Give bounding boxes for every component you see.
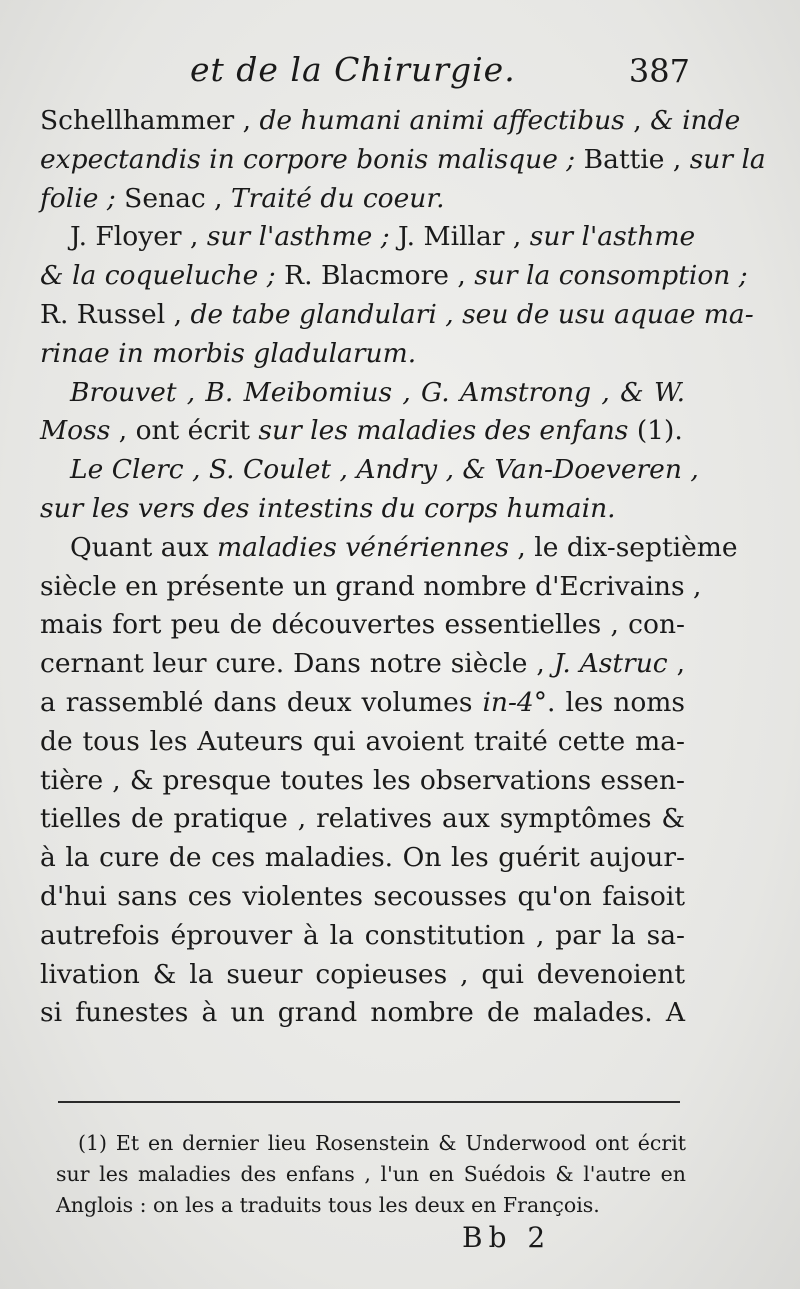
text-line — [40, 296, 754, 335]
text-line: tière , & presque toutes les observations essen- — [40, 764, 685, 796]
footnote-ref: (1). — [628, 415, 683, 447]
italic-title: sur l'asthme — [529, 221, 696, 253]
footnote — [56, 1128, 686, 1221]
italic-title: folie ; — [40, 182, 116, 214]
text-line: tielles de pratique , relatives aux symptômes & — [40, 803, 685, 835]
italic-title: sur les vers des intestins du corps humain. — [40, 492, 616, 524]
italic-title: de humani animi affectibus — [259, 105, 625, 136]
text-line: si funestes à un grand nombre de malades. A — [40, 997, 685, 1029]
text-span: J. Millar , — [389, 221, 530, 253]
running-title: et de la Chirurgie. — [190, 50, 516, 89]
italic-title: de tabe glandulari , seu de usu aquae ma- — [190, 298, 754, 330]
page-number: 387 — [628, 52, 690, 90]
text-line — [40, 529, 738, 568]
text-line — [40, 412, 685, 451]
text-span: R. Russel , — [40, 298, 191, 330]
text-span: J. Floyer , — [70, 221, 207, 253]
text-span: cernant leur cure. Dans notre siècle , — [40, 648, 554, 680]
italic-title: Moss — [40, 415, 111, 447]
text-line — [40, 180, 685, 219]
footnote-line: sur les maladies des enfans , l'un en Suédois & l'autre en — [56, 1162, 686, 1186]
text-line — [40, 257, 748, 296]
body-text — [40, 102, 766, 1033]
text-line — [40, 335, 685, 374]
italic-title: sur les maladies des enfans — [258, 415, 629, 447]
text-span: , ont écrit — [110, 415, 259, 447]
text-span: Senac , — [115, 182, 231, 214]
italic-title: Traité du coeur. — [231, 182, 445, 214]
italic-title: sur la consomption ; — [474, 260, 748, 292]
italic-title: expectandis in corpore bonis malisque ; — [40, 143, 576, 175]
text-span: , — [624, 105, 651, 136]
text-span: Schellhammer , — [40, 105, 260, 136]
text-line: à la cure de ces maladies. On les guérit aujour- — [40, 842, 685, 874]
text-span: Battie , — [575, 143, 690, 175]
italic-title: sur la — [689, 143, 766, 175]
text-line — [40, 684, 685, 723]
italic-title: sur l'asthme ; — [206, 221, 390, 253]
text-line: mais fort peu de découvertes essentielles , con- — [40, 609, 685, 641]
text-line — [40, 218, 696, 257]
text-line: de tous les Auteurs qui avoient traité cette ma- — [40, 725, 685, 757]
text-line — [40, 374, 685, 413]
text-line — [40, 102, 741, 141]
signature-mark: Bb 2 — [462, 1221, 552, 1254]
italic-title: & la coqueluche ; — [40, 260, 276, 292]
running-head — [40, 50, 690, 100]
footnote-divider — [58, 1101, 680, 1103]
text-span: R. Blacmore , — [275, 260, 475, 292]
text-line — [40, 645, 685, 684]
italic-name: J. Astruc — [553, 648, 668, 680]
italic-title: Le Clerc , S. Coulet , Andry , & Van-Doeveren , — [70, 454, 699, 486]
italic-title: maladies vénériennes — [216, 531, 509, 563]
text-line — [40, 490, 685, 529]
text-line: d'hui sans ces violentes secousses qu'on faisoit — [40, 880, 685, 912]
italic-title: rinae in morbis gladularum. — [40, 337, 417, 369]
text-span: , — [667, 648, 685, 680]
text-line: livation & la sueur copieuses , qui devenoient — [40, 958, 685, 990]
text-line — [40, 141, 766, 180]
italic-title: Brouvet , B. Meibomius , G. Amstrong , & W. — [70, 376, 685, 408]
text-span: a rassemblé dans deux volumes — [40, 686, 483, 718]
footnote-line: (1) Et en dernier lieu Rosenstein & Underwood ont écrit — [78, 1131, 686, 1155]
text-span: °. les noms — [533, 686, 686, 718]
footnote-line: Anglois : on les a traduits tous les deux en François. — [56, 1193, 600, 1217]
text-line — [40, 451, 699, 490]
italic-format: in-4 — [482, 686, 534, 718]
text-line: autrefois éprouver à la constitution , par la sa- — [40, 919, 685, 951]
text-line: siècle en présente un grand nombre d'Ecrivains , — [40, 570, 702, 602]
text-span: Quant aux — [70, 531, 217, 563]
text-span: , le dix-septième — [508, 531, 738, 563]
italic-title: & inde — [650, 105, 741, 136]
